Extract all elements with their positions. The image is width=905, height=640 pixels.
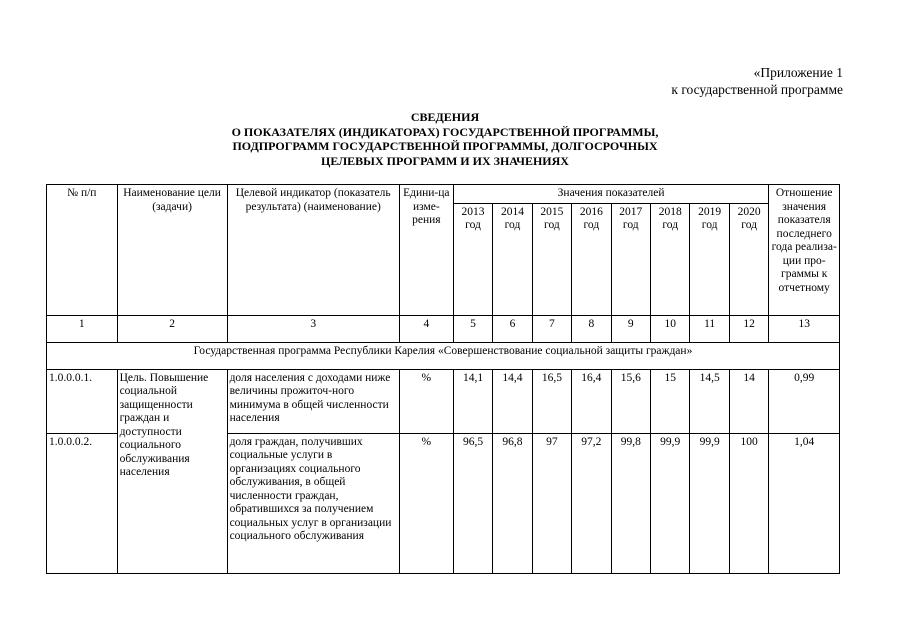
column-number: 5 (453, 315, 492, 342)
goal-cell: Цель. Повышение социальной защищенности граждан и доступности социального обслуживания населения (117, 369, 227, 573)
column-number: 12 (729, 315, 769, 342)
column-number: 2 (117, 315, 227, 342)
column-number: 3 (227, 315, 399, 342)
row-value: 16,4 (572, 369, 611, 433)
header-goal: Наименование цели (задачи) (117, 185, 227, 316)
row-indicator: доля граждан, получивших социальные услуги в организациях социального обслуживания, в общей численности граждан, обратившихся за получением социальных услуг в организации социального обслуживания (227, 433, 399, 573)
header-year: 2013 год (453, 203, 492, 315)
header-unit: Едини-ца изме-рения (399, 185, 453, 316)
row-value: 14,5 (690, 369, 729, 433)
appendix-line-1: «Приложение 1 (753, 65, 843, 80)
header-indicator: Целевой индикатор (показатель результата) (наименование) (227, 185, 399, 316)
row-num: 1.0.0.0.1. (47, 369, 118, 433)
header-year: 2017 год (611, 203, 650, 315)
heading-line-2: О ПОКАЗАТЕЛЯХ (ИНДИКАТОРАХ) ГОСУДАРСТВЕННОЙ ПРОГРАММЫ, (231, 124, 659, 139)
column-number: 1 (47, 315, 118, 342)
header-year: 2016 год (572, 203, 611, 315)
row-value: 97,2 (572, 433, 611, 573)
header-year: 2018 год (650, 203, 689, 315)
row-value: 97 (532, 433, 571, 573)
row-num: 1.0.0.0.2. (47, 433, 118, 573)
program-title: Государственная программа Республики Карелия «Совершенствование социальной защиты граждан» (47, 342, 840, 369)
heading-line-1: СВЕДЕНИЯ (410, 110, 480, 124)
appendix-line-2: к государственной программе (671, 82, 843, 97)
row-value: 100 (729, 433, 769, 573)
row-value: 99,9 (690, 433, 729, 573)
column-number: 7 (532, 315, 571, 342)
column-number: 8 (572, 315, 611, 342)
header-values: Значения показателей (453, 185, 769, 204)
row-ratio: 0,99 (769, 369, 840, 433)
column-number: 6 (493, 315, 532, 342)
header-year: 2019 год (690, 203, 729, 315)
program-title-row (47, 342, 840, 369)
row-indicator: доля населения с доходами ниже величины прожиточ-ного минимума в общей численности населения (227, 369, 399, 433)
row-value: 99,9 (650, 433, 689, 573)
header-year: 2020 год (729, 203, 769, 315)
header-num: № п/п (47, 185, 118, 316)
row-value: 96,8 (493, 433, 532, 573)
row-unit: % (399, 369, 453, 433)
row-value: 99,8 (611, 433, 650, 573)
column-number: 9 (611, 315, 650, 342)
row-value: 96,5 (453, 433, 492, 573)
heading-line-4: ЦЕЛЕВЫХ ПРОГРАММ И ИХ ЗНАЧЕНИЯХ (321, 153, 569, 168)
indicators-table (46, 184, 840, 574)
column-number: 11 (690, 315, 729, 342)
header-row-1 (47, 185, 840, 204)
heading-line-3: ПОДПРОГРАММ ГОСУДАРСТВЕННОЙ ПРОГРАММЫ, ДОЛГОСРОЧНЫХ (232, 139, 658, 153)
row-value: 15,6 (611, 369, 650, 433)
header-year: 2015 год (532, 203, 571, 315)
row-value: 14,4 (493, 369, 532, 433)
row-ratio: 1,04 (769, 433, 840, 573)
row-unit: % (399, 433, 453, 573)
row-value: 16,5 (532, 369, 571, 433)
table-row (47, 369, 840, 433)
header-ratio: Отношение значения показателя последнего года реализа-ции про-граммы к отчетному (769, 185, 840, 316)
row-value: 14,1 (453, 369, 492, 433)
row-value: 14 (729, 369, 769, 433)
row-value: 15 (650, 369, 689, 433)
column-number: 4 (399, 315, 453, 342)
header-year: 2014 год (493, 203, 532, 315)
appendix-note (523, 64, 843, 98)
column-number: 13 (769, 315, 840, 342)
column-number: 10 (650, 315, 689, 342)
document-heading (120, 110, 770, 168)
column-numbers-row (47, 315, 840, 342)
